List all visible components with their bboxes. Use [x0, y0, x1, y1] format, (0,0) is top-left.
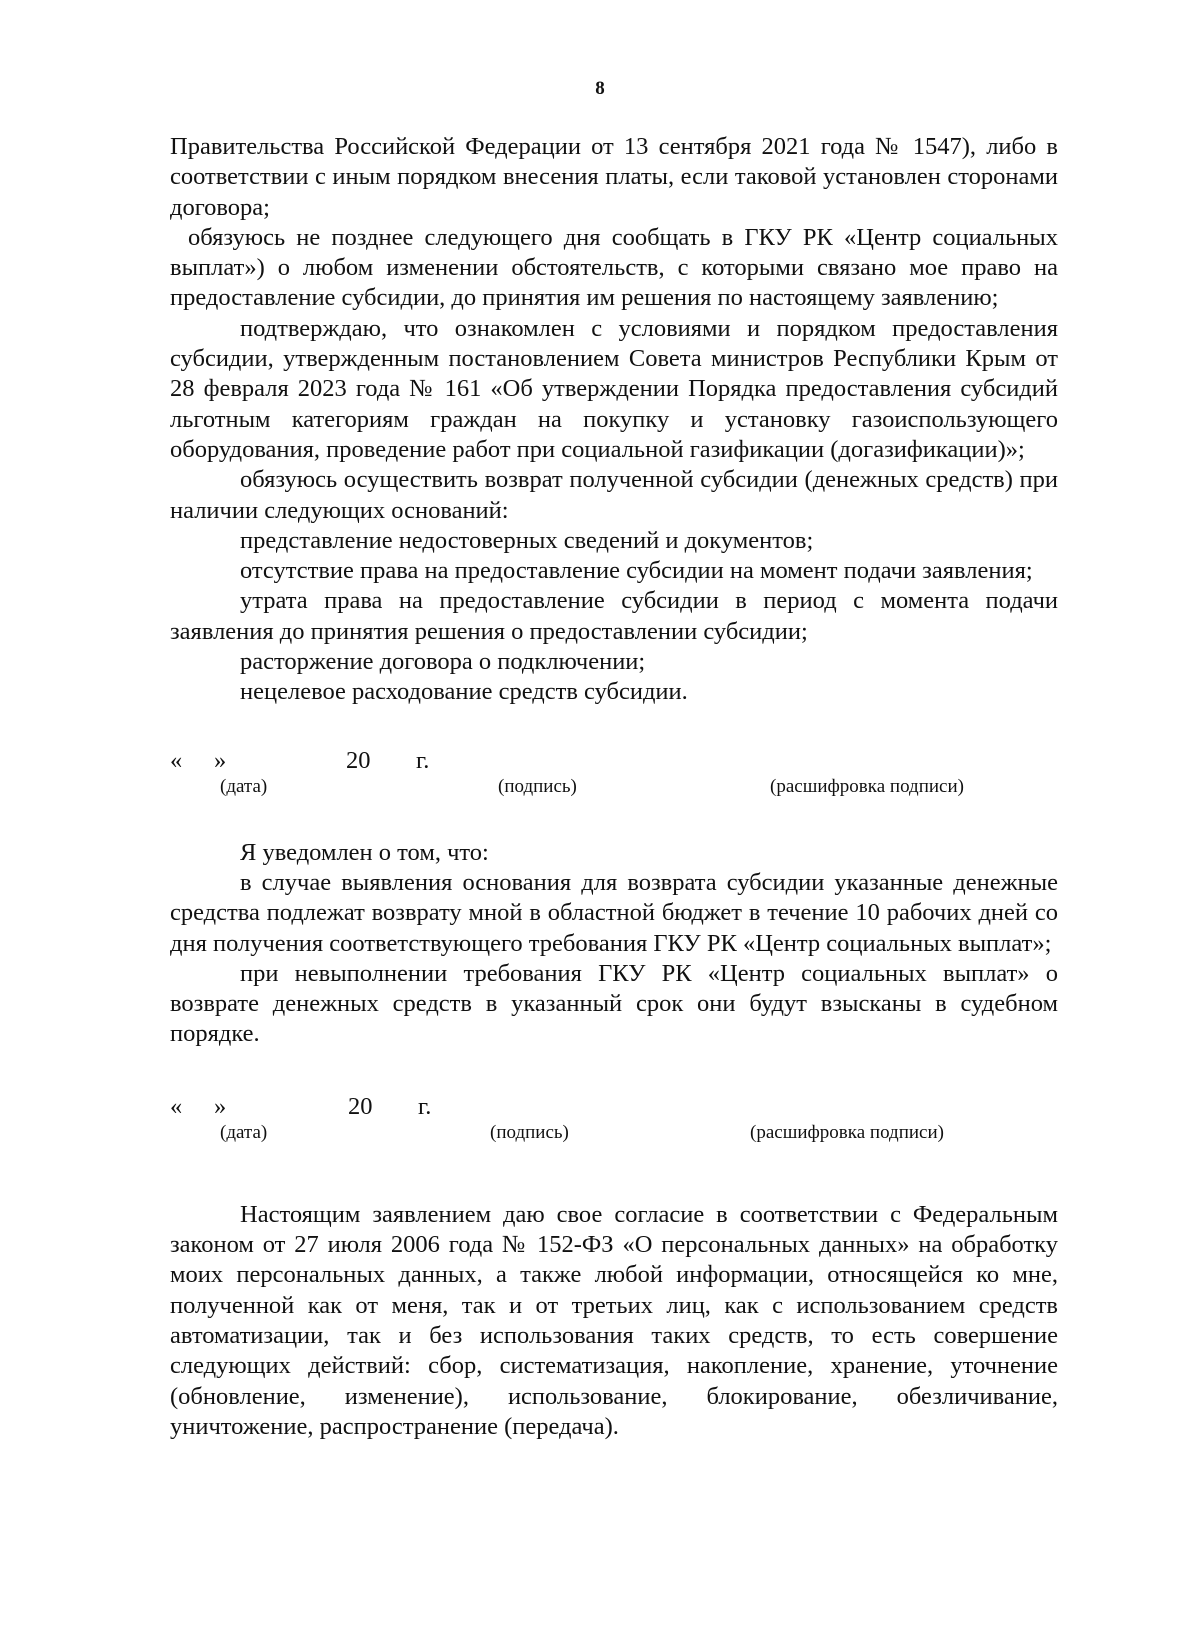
paragraph-obligation-return: обязуюсь осуществить возврат полученной субсидии (денежных средств) при наличии следующих оснований: — [170, 466, 1058, 524]
open-quote: « — [170, 746, 183, 774]
paragraph-notified: Я уведомлен о том, что: — [240, 838, 489, 866]
paragraph-obligation-notify: обязуюсь не позднее следующего дня сообщать в ГКУ РК «Центр социальных выплат») о любом изменении обстоятельств, с которыми связано мое право на предоставление субсидии, до принятия им решения по настоящему заявлению; — [170, 223, 1058, 312]
caption-signature: (подпись) — [490, 1121, 569, 1143]
document-body — [170, 132, 1058, 1442]
close-quote: » — [214, 1092, 227, 1120]
page-number: 8 — [595, 78, 605, 99]
open-quote: « — [170, 1092, 183, 1120]
list-item: нецелевое расходование средств субсидии. — [240, 678, 688, 706]
paragraph-consent: Настоящим заявлением даю свое согласие в соответствии с Федеральным законом от 27 июля 2006 года № 152-ФЗ «О персональных данных» на обработку моих персональных данных, а также любой информации, относящейся ко мне, полученной как от меня, так и от третьих лиц, как с использованием средств автоматизации, так и без использования таких средств, то есть совершение следующих действий: сбор, систематизация, накопление, хранение, уточнение (обновление, изменение), использование, блокирование, обезличивание, уничтожение, распространение (передача). — [170, 1200, 1058, 1440]
signature-captions — [170, 776, 1058, 802]
caption-date: (дата) — [220, 775, 268, 797]
caption-signature: (подпись) — [498, 775, 577, 797]
signature-captions — [170, 1122, 1058, 1148]
paragraph-non-fulfillment: при невыполнении требования ГКУ РК «Центр социальных выплат» о возврате денежных средств в указанный срок они будут взысканы в судебном порядке. — [170, 959, 1058, 1048]
year-prefix: 20 — [348, 1092, 373, 1120]
caption-decoding: (расшифровка подписи) — [770, 775, 964, 797]
list-item: утрата права на предоставление субсидии в период с момента подачи заявления до принятия решения о предоставлении субсидии; — [170, 587, 1058, 645]
year-suffix: г. — [418, 1092, 432, 1120]
list-item: отсутствие права на предоставление субсидии на момент подачи заявления; — [240, 557, 1033, 585]
year-prefix: 20 — [346, 746, 371, 774]
paragraph-refund-case: в случае выявления основания для возврата субсидии указанные денежные средства подлежат возврату мной в областной бюджет в течение 10 рабочих дней со дня получения соответствующего требования ГКУ РК «Центр социальных выплат»; — [170, 868, 1058, 957]
paragraph-continuation: Правительства Российской Федерации от 13 сентября 2021 года № 1547), либо в соответствии с иным порядком внесения платы, если таковой установлен сторонами договора; — [170, 133, 1058, 221]
close-quote: » — [214, 746, 227, 774]
signature-line — [170, 1092, 1058, 1122]
caption-decoding: (расшифровка подписи) — [750, 1121, 944, 1143]
signature-line — [170, 746, 1058, 776]
caption-date: (дата) — [220, 1121, 268, 1143]
list-item: представление недостоверных сведений и документов; — [240, 526, 814, 554]
paragraph-confirm: подтверждаю, что ознакомлен с условиями и порядком предоставления субсидии, утвержденным постановлением Совета министров Республики Крым от 28 февраля 2023 года № 161 «Об утверждении Порядка предоставления субсидий льготным категориям граждан на покупку и установку газоиспользующего оборудования, проведение работ при социальной газификации (догазификации)»; — [170, 314, 1058, 463]
list-item: расторжение договора о подключении; — [240, 648, 646, 676]
year-suffix: г. — [416, 746, 430, 774]
